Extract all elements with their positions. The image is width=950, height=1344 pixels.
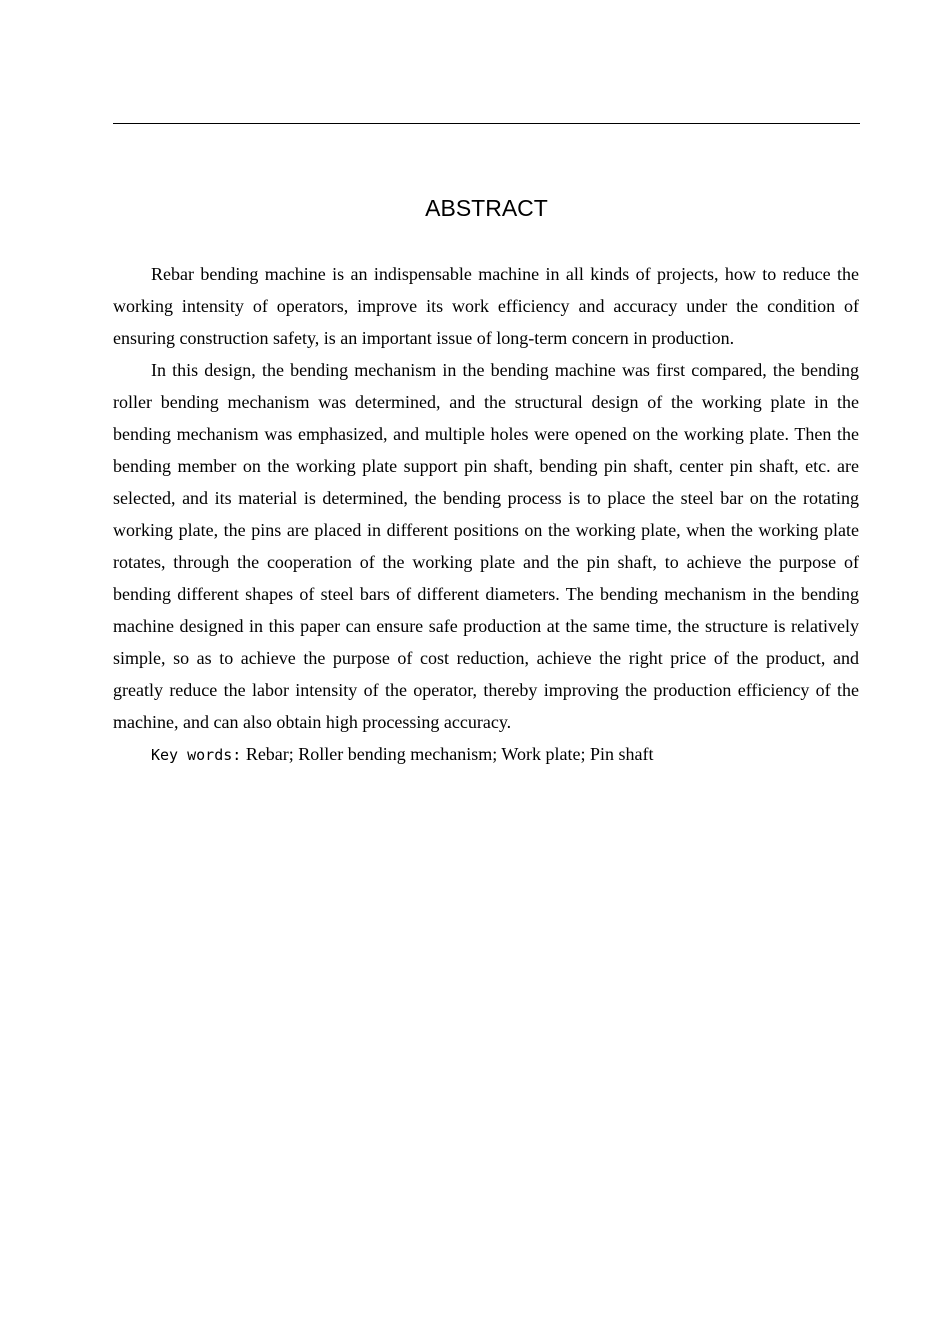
keywords-line (113, 738, 859, 771)
abstract-paragraph-2: In this design, the bending mechanism in the bending machine was first compared, the bending roller bending mechanism was determined, and the structural design of the working plate in the bending mechanism was emphasized, and multiple holes were opened on the working plate. Then the bending member on the working plate support pin shaft, bending pin shaft, center pin shaft, etc. are selected, and its material is determined, the bending process is to place the steel bar on the rotating working plate, the pins are placed in different positions on the working plate, when the working plate rotates, through the cooperation of the working plate and the pin shaft, to achieve the purpose of bending different shapes of steel bars of different diameters. The bending mechanism in the bending machine designed in this paper can ensure safe production at the same time, the structure is relatively simple, so as to achieve the purpose of cost reduction, achieve the right price of the product, and greatly reduce the labor intensity of the operator, thereby improving the production efficiency of the machine, and can also obtain high processing accuracy. (113, 360, 859, 732)
abstract-body (113, 258, 859, 771)
abstract-heading: ABSTRACT (425, 195, 548, 221)
abstract-paragraph-1: Rebar bending machine is an indispensable machine in all kinds of projects, how to reduce the working intensity of operators, improve its work efficiency and accuracy under the condition of ensuring construction safety, is an important issue of long-term concern in production. (113, 264, 859, 348)
keywords-label: Key words: (151, 746, 242, 764)
keywords-text: Rebar; Roller bending mechanism; Work plate; Pin shaft (241, 744, 654, 764)
header-rule (113, 123, 860, 124)
